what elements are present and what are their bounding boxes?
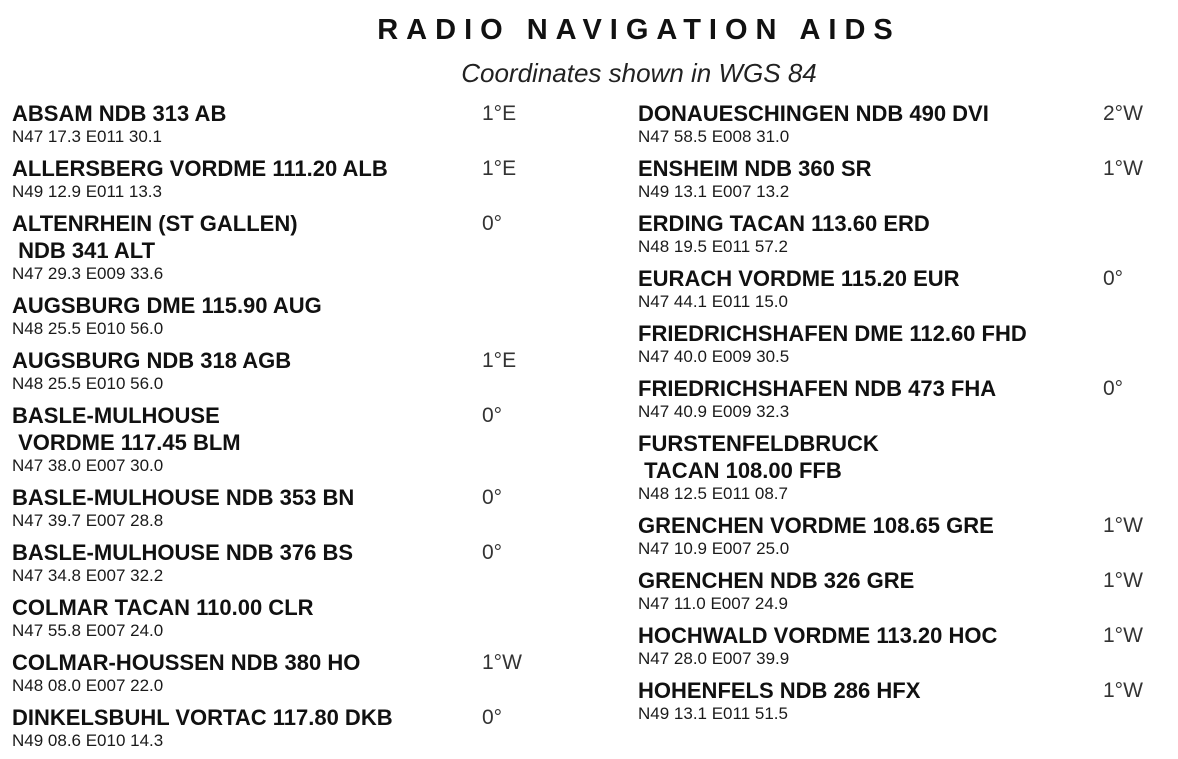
navaid-name: BASLE-MULHOUSE NDB 376 BS bbox=[12, 540, 354, 565]
navaid-name: FURSTENFELDBRUCK TACAN 108.00 FFB bbox=[638, 431, 879, 483]
navaid-coordinates: N47 17.3 E011 30.1 bbox=[12, 127, 162, 146]
navaid-name: ALTENRHEIN (ST GALLEN) NDB 341 ALT bbox=[12, 211, 298, 263]
navaid-name: AUGSBURG NDB 318 AGB bbox=[12, 348, 292, 373]
navaid-name: GRENCHEN VORDME 108.65 GRE bbox=[638, 513, 994, 538]
navaid-name: DONAUESCHINGEN NDB 490 DVI bbox=[638, 101, 989, 126]
magnetic-variation: 1°W bbox=[1103, 679, 1143, 702]
magnetic-variation: 0° bbox=[482, 486, 503, 509]
navaid-coordinates: N47 11.0 E007 24.9 bbox=[638, 594, 788, 613]
navaid-coordinates: N48 25.5 E010 56.0 bbox=[12, 374, 164, 393]
navaid-entry bbox=[12, 594, 572, 649]
magnetic-variation: 1°W bbox=[1103, 157, 1143, 180]
navaid-entry bbox=[638, 677, 1168, 732]
right-column bbox=[638, 100, 1168, 732]
magnetic-variation: 0° bbox=[1103, 267, 1124, 290]
magnetic-variation: 1°E bbox=[482, 102, 517, 125]
magnetic-variation: 1°W bbox=[1103, 514, 1143, 537]
navaid-coordinates: N47 34.8 E007 32.2 bbox=[12, 566, 164, 585]
navaid-name: GRENCHEN NDB 326 GRE bbox=[638, 568, 915, 593]
navaid-coordinates: N48 12.5 E011 08.7 bbox=[638, 484, 788, 503]
navaid-entry bbox=[638, 210, 1168, 265]
navaid-coordinates: N49 13.1 E011 51.5 bbox=[638, 704, 788, 723]
navaid-entry bbox=[12, 347, 572, 402]
navaid-coordinates: N48 08.0 E007 22.0 bbox=[12, 676, 164, 695]
magnetic-variation: 0° bbox=[482, 212, 503, 235]
navaid-entry bbox=[638, 622, 1168, 677]
navaid-entry bbox=[12, 649, 572, 704]
navaid-entry bbox=[638, 100, 1168, 155]
navaid-entry bbox=[12, 210, 572, 292]
navaid-entry bbox=[12, 292, 572, 347]
magnetic-variation: 0° bbox=[482, 541, 503, 564]
navaid-entry bbox=[638, 430, 1168, 512]
navaid-entry bbox=[638, 265, 1168, 320]
navaid-coordinates: N49 12.9 E011 13.3 bbox=[12, 182, 162, 201]
navaid-name: BASLE-MULHOUSE VORDME 117.45 BLM bbox=[12, 403, 241, 455]
navaid-coordinates: N47 29.3 E009 33.6 bbox=[12, 264, 164, 283]
navaid-entry bbox=[638, 320, 1168, 375]
navaid-coordinates: N47 40.0 E009 30.5 bbox=[638, 347, 790, 366]
navaid-coordinates: N47 55.8 E007 24.0 bbox=[12, 621, 164, 640]
navaid-name: COLMAR-HOUSSEN NDB 380 HO bbox=[12, 650, 361, 675]
navaid-entry bbox=[12, 704, 572, 759]
navaid-entry bbox=[638, 567, 1168, 622]
magnetic-variation: 1°E bbox=[482, 157, 517, 180]
magnetic-variation: 1°W bbox=[482, 651, 522, 674]
navaid-name: HOHENFELS NDB 286 HFX bbox=[638, 678, 921, 703]
navaid-entry bbox=[638, 375, 1168, 430]
navaid-name: ABSAM NDB 313 AB bbox=[12, 101, 227, 126]
navaid-name: AUGSBURG DME 115.90 AUG bbox=[12, 293, 322, 318]
left-column bbox=[12, 100, 572, 759]
magnetic-variation: 2°W bbox=[1103, 102, 1143, 125]
navaid-coordinates: N47 44.1 E011 15.0 bbox=[638, 292, 788, 311]
magnetic-variation: 0° bbox=[1103, 377, 1124, 400]
navaid-name: COLMAR TACAN 110.00 CLR bbox=[12, 595, 314, 620]
navaid-coordinates: N47 28.0 E007 39.9 bbox=[638, 649, 790, 668]
navaid-entry bbox=[12, 100, 572, 155]
magnetic-variation: 0° bbox=[482, 706, 503, 729]
navaid-coordinates: N48 25.5 E010 56.0 bbox=[12, 319, 164, 338]
magnetic-variation: 1°E bbox=[482, 349, 517, 372]
navaid-coordinates: N47 40.9 E009 32.3 bbox=[638, 402, 790, 421]
navaid-name: ENSHEIM NDB 360 SR bbox=[638, 156, 872, 181]
navaid-entry bbox=[12, 402, 572, 484]
magnetic-variation: 1°W bbox=[1103, 624, 1143, 647]
navaid-coordinates: N47 39.7 E007 28.8 bbox=[12, 511, 164, 530]
page-title: RADIO NAVIGATION AIDS bbox=[377, 14, 901, 46]
navaid-entry bbox=[12, 539, 572, 594]
navaid-entry bbox=[12, 484, 572, 539]
navaid-name: ALLERSBERG VORDME 111.20 ALB bbox=[12, 156, 388, 181]
navaid-name: ERDING TACAN 113.60 ERD bbox=[638, 211, 930, 236]
navaid-entry bbox=[12, 155, 572, 210]
magnetic-variation: 0° bbox=[482, 404, 503, 427]
navaid-name: DINKELSBUHL VORTAC 117.80 DKB bbox=[12, 705, 393, 730]
navaid-coordinates: N48 19.5 E011 57.2 bbox=[638, 237, 788, 256]
navaid-entry bbox=[638, 155, 1168, 210]
navaid-coordinates: N49 08.6 E010 14.3 bbox=[12, 731, 164, 750]
navaid-coordinates: N47 58.5 E008 31.0 bbox=[638, 127, 790, 146]
navaid-name: EURACH VORDME 115.20 EUR bbox=[638, 266, 960, 291]
navaid-coordinates: N47 38.0 E007 30.0 bbox=[12, 456, 164, 475]
navaid-name: BASLE-MULHOUSE NDB 353 BN bbox=[12, 485, 355, 510]
navaid-coordinates: N47 10.9 E007 25.0 bbox=[638, 539, 790, 558]
navaid-name: FRIEDRICHSHAFEN NDB 473 FHA bbox=[638, 376, 997, 401]
navaid-entry bbox=[638, 512, 1168, 567]
navaid-coordinates: N49 13.1 E007 13.2 bbox=[638, 182, 790, 201]
navaid-name: HOCHWALD VORDME 113.20 HOC bbox=[638, 623, 998, 648]
magnetic-variation: 1°W bbox=[1103, 569, 1143, 592]
navaid-name: FRIEDRICHSHAFEN DME 112.60 FHD bbox=[638, 321, 1027, 346]
page-subtitle: Coordinates shown in WGS 84 bbox=[461, 58, 817, 88]
